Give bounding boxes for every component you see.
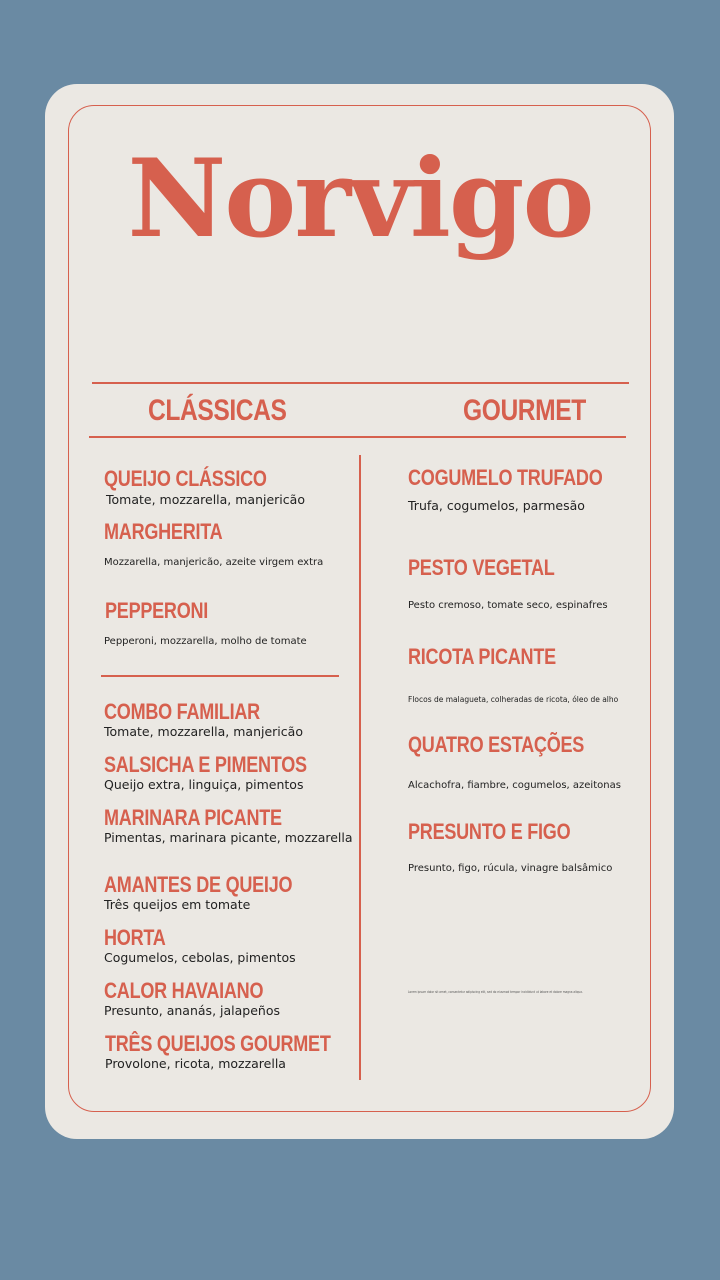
menu-item-name: TRÊS QUEIJOS GOURMET (105, 1031, 331, 1056)
menu-item-name: PESTO VEGETAL (408, 555, 555, 580)
menu-item-name: RICOTA PICANTE (408, 644, 556, 669)
menu-item-name: QUATRO ESTAÇÕES (408, 732, 585, 757)
menu-item-name: PRESUNTO E FIGO (408, 819, 571, 844)
menu-item-desc: Presunto, figo, rúcula, vinagre balsâmico (408, 863, 613, 874)
column-heading-classicas: CLÁSSICAS (148, 394, 287, 427)
menu-item-name: COGUMELO TRUFADO (408, 465, 603, 490)
menu-item-name: AMANTES DE QUEIJO (104, 872, 293, 897)
menu-item-desc: Pesto cremoso, tomate seco, espinafres (408, 600, 608, 611)
menu-item-desc: Cogumelos, cebolas, pimentos (104, 950, 296, 965)
menu-item-name: HORTA (104, 925, 166, 950)
restaurant-title: Norvigo (127, 136, 593, 262)
menu-item-name: MARGHERITA (104, 519, 223, 544)
menu-item-desc: Três queijos em tomate (104, 897, 251, 912)
menu-item-desc: Provolone, ricota, mozzarella (105, 1056, 286, 1071)
menu-item-desc: Mozzarella, manjericão, azeite virgem extra (104, 557, 324, 568)
column-divider (359, 455, 361, 1080)
menu-item-name: CALOR HAVAIANO (104, 978, 264, 1003)
menu-item-desc: Tomate, mozzarella, manjericão (106, 492, 305, 507)
menu-item-name: PEPPERONI (105, 598, 209, 623)
menu-item-name: QUEIJO CLÁSSICO (104, 466, 267, 491)
menu-item-desc: Alcachofra, fiambre, cogumelos, azeitonas (408, 780, 621, 791)
footnote-text: Lorem ipsum dolor sit amet, consectetur adipiscing elit, sed do eiusmod tempor incididunt ut labore et dolore magna aliqua. (408, 990, 583, 994)
column-heading-gourmet: GOURMET (463, 394, 586, 427)
menu-item-desc: Queijo extra, linguiça, pimentos (104, 777, 304, 792)
menu-item-desc: Presunto, ananás, jalapeños (104, 1003, 280, 1018)
menu-item-desc: Pimentas, marinara picante, mozzarella (104, 830, 353, 845)
left-section-divider (101, 675, 339, 677)
menu-item-desc: Tomate, mozzarella, manjericão (104, 724, 303, 739)
menu-item-desc: Pepperoni, mozzarella, molho de tomate (104, 636, 307, 647)
menu-item-name: COMBO FAMILIAR (104, 699, 260, 724)
menu-item-desc: Flocos de malagueta, colheradas de ricota, óleo de alho (408, 695, 619, 704)
menu-item-desc: Trufa, cogumelos, parmesão (408, 498, 585, 513)
header-top-divider (92, 382, 629, 384)
menu-item-name: MARINARA PICANTE (104, 805, 282, 830)
header-bottom-divider (89, 436, 626, 438)
menu-item-name: SALSICHA E PIMENTOS (104, 752, 307, 777)
